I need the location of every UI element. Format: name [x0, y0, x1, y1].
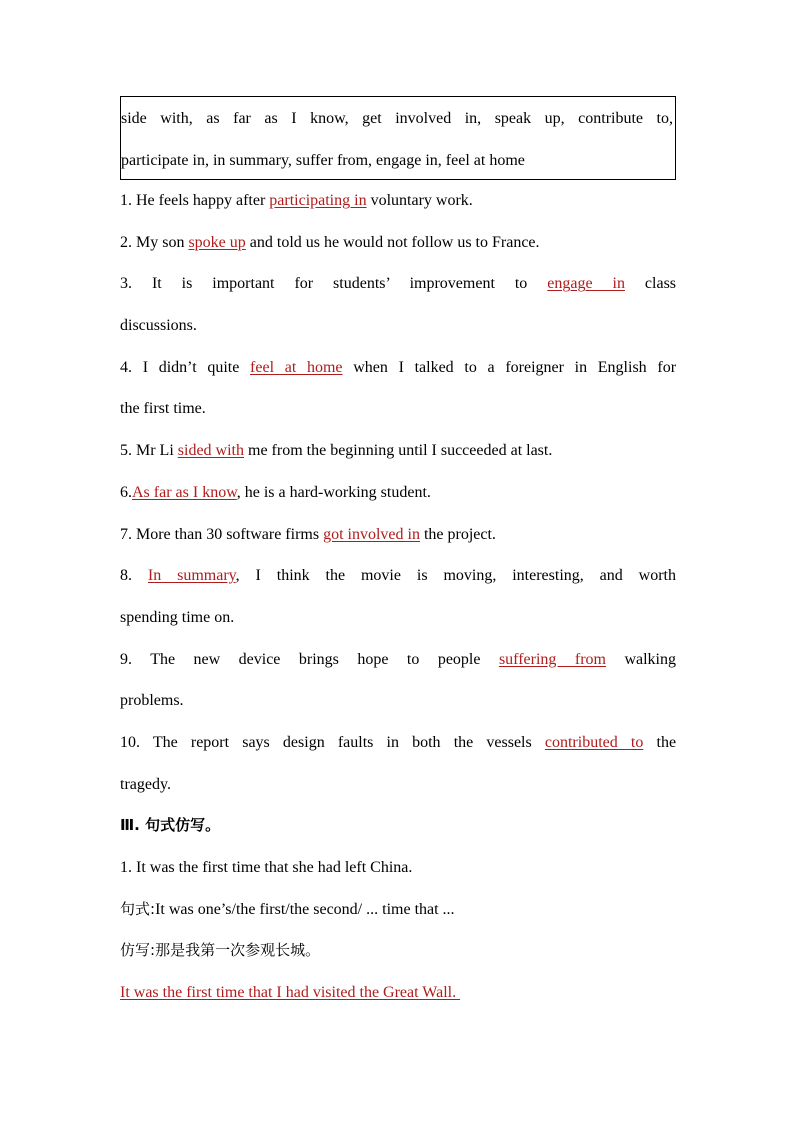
exercise-item-3-continuation: discussions. [120, 317, 197, 335]
imitate-prompt: 那是我第一次参观长城。 [155, 941, 321, 960]
item-text-after: the [656, 733, 677, 751]
item-number: 9. [120, 650, 132, 668]
answer-blank: contributed to [544, 733, 644, 751]
word-bank-line-1: side with, as far as I know, get involved in, speak up, contribute to, [121, 110, 673, 127]
item-text-after: walking [624, 650, 676, 668]
imitate-label: 仿写: [120, 941, 156, 960]
answer-blank: In summary [147, 567, 236, 585]
section-3-heading: Ⅲ. 句式仿写。 [120, 816, 221, 835]
answer-blank: got involved in [323, 525, 420, 543]
item-text-before: He feels happy after [136, 192, 266, 209]
exercise-item-6 [120, 472, 676, 514]
exercise-item-8 [120, 555, 676, 597]
exercise-item-3 [120, 263, 676, 305]
item-text-before: The new device brings hope to people [150, 650, 481, 668]
item-number: 6. [120, 483, 132, 501]
answer-blank: engage in [547, 275, 625, 293]
item-text-before: I didn’t quite [142, 358, 240, 376]
exercise-item-8-continuation: spending time on. [120, 608, 235, 626]
exercise-item-1 [120, 180, 676, 222]
item-text-after: me from the beginning until I succeeded at last. [248, 442, 553, 460]
item-text-before: It is important for students’ improvement to [151, 275, 528, 293]
word-bank-box [120, 96, 676, 180]
section-3-imitate [120, 930, 676, 972]
item-text-after: voluntary work. [370, 192, 473, 209]
item-number: 1. [120, 192, 132, 209]
item-text-after: the project. [423, 525, 496, 543]
pattern-text: It was one’s/the first/the second/ ... time that ... [155, 900, 455, 918]
item-text-before: The report says design faults in both the vessels [152, 733, 532, 751]
exercise-item-10-continuation: tragedy. [120, 775, 171, 793]
item-text-after: class [644, 275, 677, 293]
answer-blank: suffering from [498, 650, 606, 668]
exercise-item-4 [120, 347, 676, 389]
exercise-item-9-continuation: problems. [120, 692, 184, 710]
item-number: 7. [120, 525, 132, 543]
answer-blank: sided with [177, 442, 244, 460]
exercise-item-5 [120, 430, 676, 472]
answer-blank: spoke up [188, 233, 246, 251]
item-text-after: , he is a hard-working student. [236, 483, 431, 501]
pattern-label: 句式: [120, 899, 156, 918]
item-number: 2. [120, 233, 132, 251]
item-number: 10. [120, 733, 140, 751]
answer-blank: feel at home [250, 358, 343, 376]
item-number: 8. [120, 567, 132, 585]
item-text-after: when I talked to a foreigner in English for [353, 358, 677, 376]
exercise-item-2 [120, 222, 676, 264]
section-3-example: 1. It was the first time that she had left China. [120, 859, 413, 876]
answer-blank: participating in [269, 192, 367, 209]
item-text-before: Mr Li [136, 442, 174, 460]
item-text-before: My son [136, 233, 185, 251]
item-number: 5. [120, 442, 132, 460]
item-text-after: , I think the movie is moving, interesting, and worth [235, 567, 676, 585]
worksheet-page [120, 96, 676, 1014]
exercise-item-9 [120, 639, 676, 681]
section-3-answer [120, 972, 676, 1014]
section-3-answer-text: It was the first time that I had visited the Great Wall. [120, 984, 461, 1002]
exercise-item-4-continuation: the first time. [120, 400, 206, 418]
section-3-pattern [120, 889, 676, 931]
exercise-item-7 [120, 514, 676, 556]
item-text-before: More than 30 software firms [136, 525, 320, 543]
item-number: 3. [120, 275, 132, 293]
item-text-after: and told us he would not follow us to France. [249, 233, 540, 251]
answer-blank: As far as I know [132, 483, 237, 501]
word-bank-line-2: participate in, in summary, suffer from, engage in, feel at home [121, 152, 525, 169]
exercise-item-10 [120, 722, 676, 764]
item-number: 4. [120, 358, 132, 376]
